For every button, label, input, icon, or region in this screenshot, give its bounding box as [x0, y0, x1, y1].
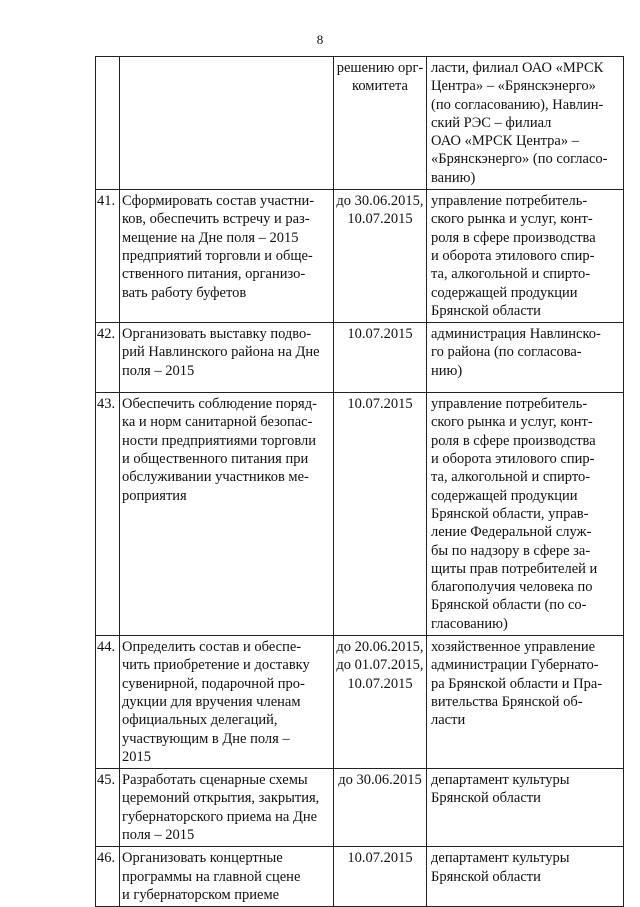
- row-number: 41.: [96, 190, 120, 323]
- table-row: [96, 190, 624, 323]
- row-task: Сформировать состав участни- ков, обеспечить встречу и раз- мещение на Дне поля – 2015 предприятий торговли и обще- ственного питания, организо- вать работу буфетов: [120, 190, 334, 323]
- table-row: [96, 393, 624, 636]
- row-executor: ласти, филиал ОАО «МРСК Центра» – «Брянскэнерго» (по согласованию), Навлин- ский РЭС – филиал ОАО «МРСК Центра» – «Брянскэнерго» (по согласо- ванию): [427, 57, 624, 190]
- table-row: [96, 847, 624, 907]
- row-executor: департамент культуры Брянской области: [427, 769, 624, 847]
- row-task: [120, 57, 334, 190]
- row-deadline: до 30.06.2015: [334, 769, 427, 847]
- row-task: Организовать концертные программы на главной сцене и губернаторском приеме: [120, 847, 334, 907]
- row-deadline: 10.07.2015: [334, 393, 427, 636]
- row-executor: управление потребитель- ского рынка и услуг, конт- роля в сфере производства и оборота этилового спир- та, алкогольной и спирто- содержащей продукции Брянской области, управ- ление Федеральной служ- бы по надзору в сфере за- щиты прав потребителей и благополучия человека по Брянской области (по со- гласованию): [427, 393, 624, 636]
- row-number: 43.: [96, 393, 120, 636]
- row-deadline: до 20.06.2015, до 01.07.2015, 10.07.2015: [334, 636, 427, 769]
- row-deadline: 10.07.2015: [334, 847, 427, 907]
- row-task: Разработать сценарные схемы церемоний открытия, закрытия, губернаторского приема на Дне поля – 2015: [120, 769, 334, 847]
- row-executor: департамент культуры Брянской области: [427, 847, 624, 907]
- row-deadline: решению орг- комитета: [334, 57, 427, 190]
- row-executor: хозяйственное управление администрации Губернато- ра Брянской области и Пра- вительства Брянской об- ласти: [427, 636, 624, 769]
- row-deadline: 10.07.2015: [334, 323, 427, 393]
- row-task: Определить состав и обеспе- чить приобретение и доставку сувенирной, подарочной про- дукции для вручения членам официальных делегаций, участвующим в Дне поля – 2015: [120, 636, 334, 769]
- table-row: [96, 769, 624, 847]
- row-number: 46.: [96, 847, 120, 907]
- row-executor: администрация Навлинско- го района (по согласова- нию): [427, 323, 624, 393]
- row-task: Организовать выставку подво- рий Навлинского района на Дне поля – 2015: [120, 323, 334, 393]
- table-row: [96, 636, 624, 769]
- plan-table: [95, 56, 624, 907]
- row-executor: управление потребитель- ского рынка и услуг, конт- роля в сфере производства и оборота этилового спир- та, алкогольной и спирто- содержащей продукции Брянской области: [427, 190, 624, 323]
- table-row: [96, 323, 624, 393]
- row-task: Обеспечить соблюдение поряд- ка и норм санитарной безопас- ности предприятиями торговли и общественного питания при обслуживании участников ме- роприятия: [120, 393, 334, 636]
- row-number: 42.: [96, 323, 120, 393]
- table-row-continued: [96, 57, 624, 190]
- row-deadline: до 30.06.2015, 10.07.2015: [334, 190, 427, 323]
- row-number: 44.: [96, 636, 120, 769]
- row-number: 45.: [96, 769, 120, 847]
- row-number: [96, 57, 120, 190]
- page-number: 8: [316, 32, 324, 47]
